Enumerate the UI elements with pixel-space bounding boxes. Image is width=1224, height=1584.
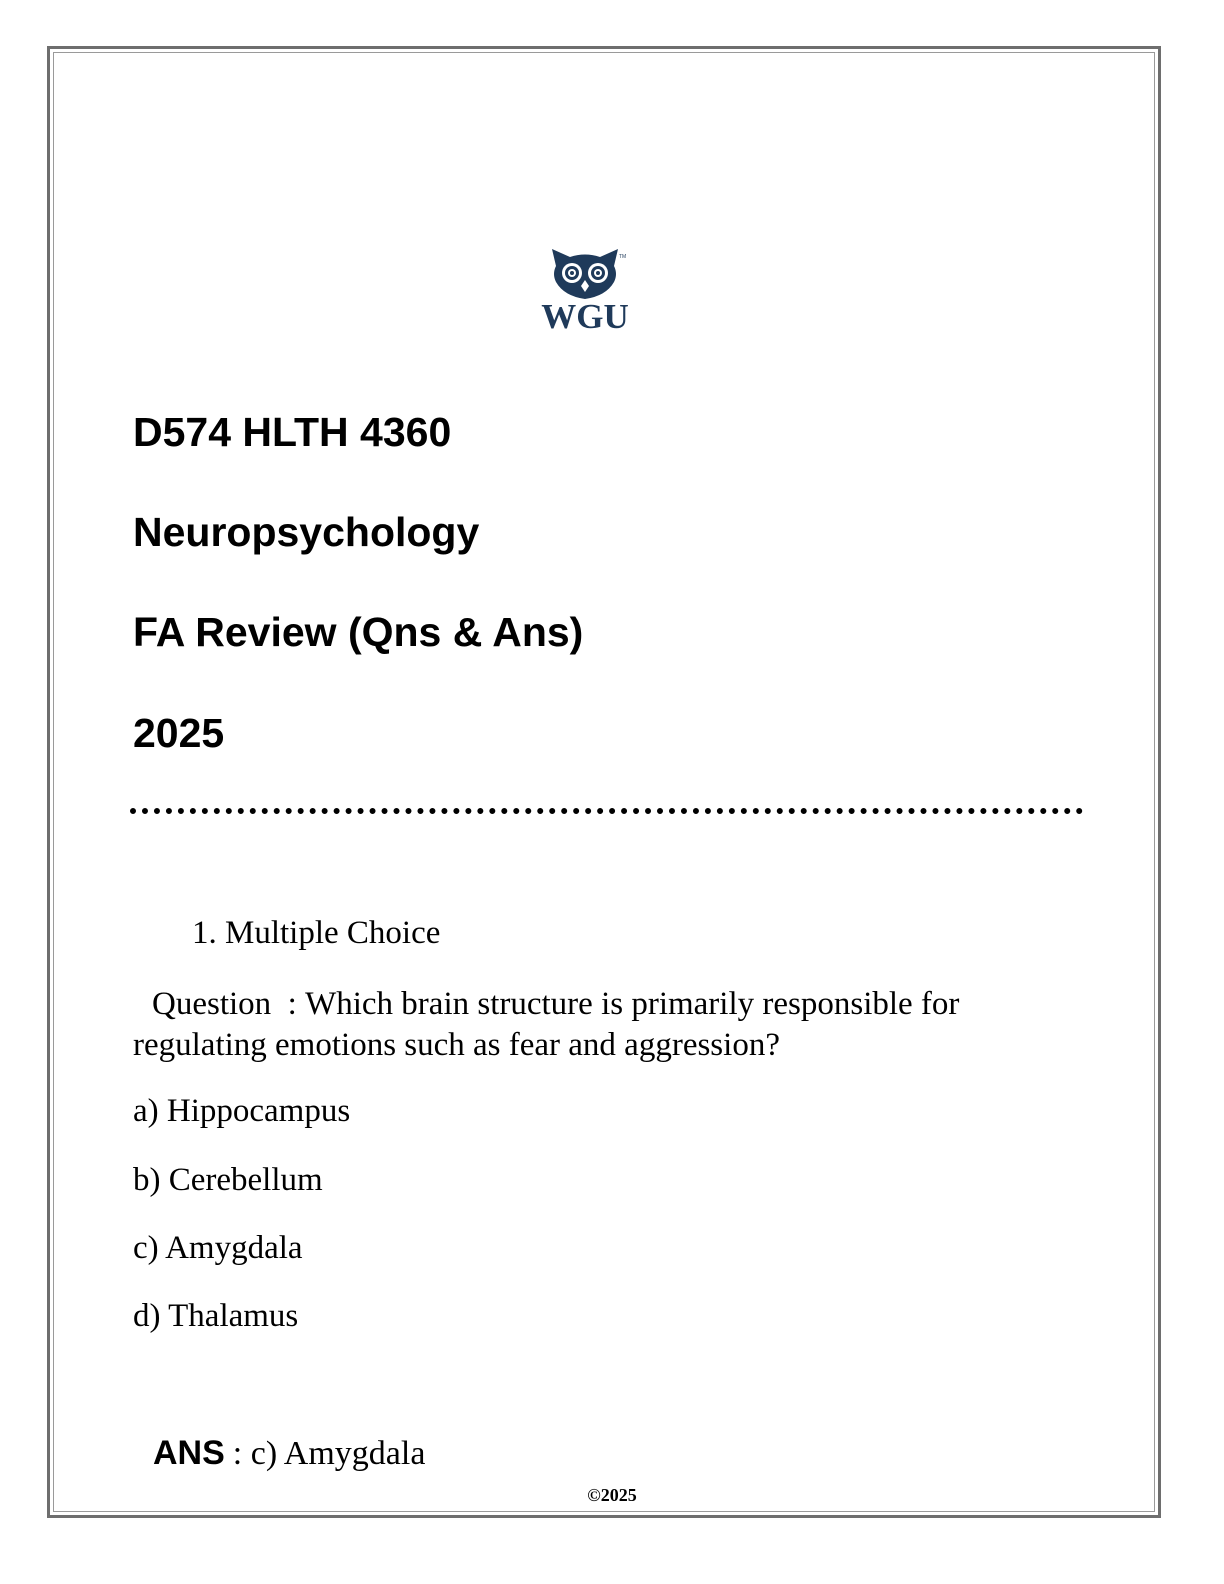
option-b: b) Cerebellum (133, 1162, 323, 1198)
year-title: 2025 (133, 710, 225, 756)
option-c: c) Amygdala (133, 1230, 303, 1266)
answer-label: ANS (153, 1434, 225, 1472)
dotted-divider (130, 808, 1083, 814)
copyright-footer: ©2025 (587, 1485, 637, 1505)
logo-wordmark: WGU (541, 297, 629, 336)
option-a: a) Hippocampus (133, 1093, 351, 1129)
question-block (133, 984, 1053, 1066)
question-text: Which brain structure is primarily responsible for regulating emotions such as fear and aggression? (133, 986, 960, 1063)
subject-title: Neuropsychology (133, 509, 480, 555)
question-label: Question (152, 986, 272, 1022)
svg-text:TM: TM (619, 254, 627, 260)
answer-text: : c) Amygdala (232, 1435, 426, 1472)
course-code-title: D574 HLTH 4360 (133, 409, 452, 455)
section-heading: 1. Multiple Choice (192, 915, 441, 951)
option-d: d) Thalamus (133, 1298, 299, 1334)
owl-logo-icon (530, 244, 640, 336)
answer-row (153, 1436, 425, 1471)
wgu-logo (530, 244, 640, 336)
question-separator: : (287, 986, 297, 1022)
review-title: FA Review (Qns & Ans) (133, 609, 584, 655)
